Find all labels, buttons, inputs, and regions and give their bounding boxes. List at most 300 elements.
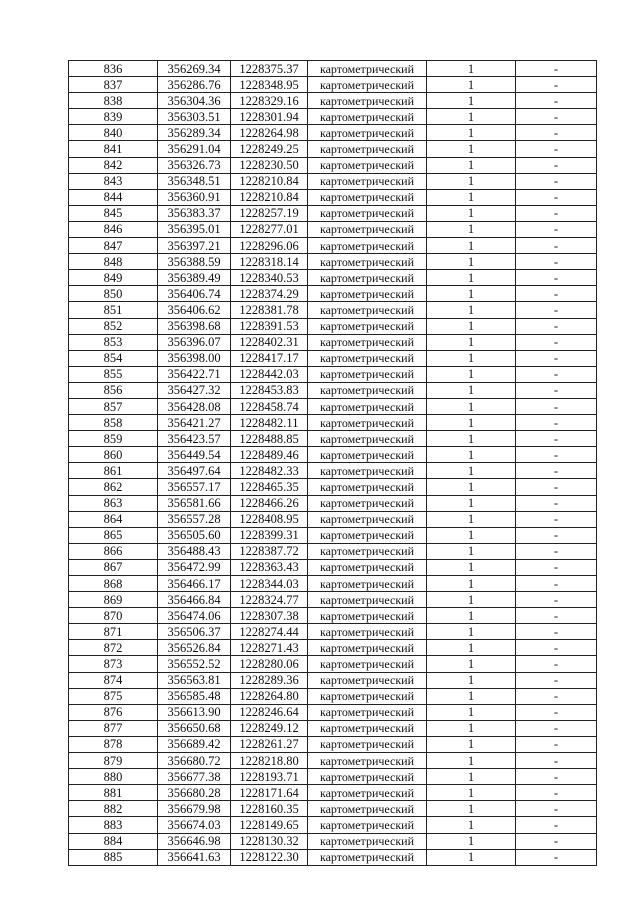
- point-number-cell: 868: [69, 576, 158, 592]
- point-number-cell: 876: [69, 704, 158, 720]
- y-coordinate-cell: 1228408.95: [231, 511, 308, 527]
- method-cell: картометрический: [308, 254, 427, 270]
- table-row: [69, 463, 597, 479]
- x-coordinate-cell: 356383.37: [158, 205, 231, 221]
- table-row: [69, 592, 597, 608]
- method-cell: картометрический: [308, 270, 427, 286]
- precision-cell: 1: [427, 109, 516, 125]
- description-cell: -: [516, 801, 597, 817]
- method-cell: картометрический: [308, 173, 427, 189]
- description-cell: -: [516, 817, 597, 833]
- point-number-cell: 862: [69, 479, 158, 495]
- precision-cell: 1: [427, 302, 516, 318]
- precision-cell: 1: [427, 61, 516, 77]
- precision-cell: 1: [427, 238, 516, 254]
- description-cell: -: [516, 189, 597, 205]
- method-cell: картометрический: [308, 849, 427, 865]
- precision-cell: 1: [427, 704, 516, 720]
- y-coordinate-cell: 1228210.84: [231, 189, 308, 205]
- y-coordinate-cell: 1228307.38: [231, 608, 308, 624]
- precision-cell: 1: [427, 350, 516, 366]
- description-cell: -: [516, 736, 597, 752]
- y-coordinate-cell: 1228160.35: [231, 801, 308, 817]
- description-cell: -: [516, 527, 597, 543]
- point-number-cell: 863: [69, 495, 158, 511]
- precision-cell: 1: [427, 624, 516, 640]
- y-coordinate-cell: 1228264.98: [231, 125, 308, 141]
- point-number-cell: 877: [69, 720, 158, 736]
- table-row: [69, 302, 597, 318]
- precision-cell: 1: [427, 189, 516, 205]
- y-coordinate-cell: 1228417.17: [231, 350, 308, 366]
- description-cell: -: [516, 640, 597, 656]
- x-coordinate-cell: 356428.08: [158, 398, 231, 414]
- description-cell: -: [516, 785, 597, 801]
- coordinates-table-body: [69, 61, 597, 866]
- method-cell: картометрический: [308, 608, 427, 624]
- table-row: [69, 61, 597, 77]
- method-cell: картометрический: [308, 559, 427, 575]
- method-cell: картометрический: [308, 93, 427, 109]
- table-row: [69, 608, 597, 624]
- y-coordinate-cell: 1228442.03: [231, 366, 308, 382]
- method-cell: картометрический: [308, 350, 427, 366]
- point-number-cell: 867: [69, 559, 158, 575]
- x-coordinate-cell: 356395.01: [158, 221, 231, 237]
- method-cell: картометрический: [308, 77, 427, 93]
- method-cell: картометрический: [308, 382, 427, 398]
- description-cell: -: [516, 302, 597, 318]
- description-cell: -: [516, 576, 597, 592]
- table-row: [69, 736, 597, 752]
- table-row: [69, 833, 597, 849]
- description-cell: -: [516, 141, 597, 157]
- precision-cell: 1: [427, 833, 516, 849]
- point-number-cell: 869: [69, 592, 158, 608]
- y-coordinate-cell: 1228348.95: [231, 77, 308, 93]
- y-coordinate-cell: 1228374.29: [231, 286, 308, 302]
- table-row: [69, 527, 597, 543]
- y-coordinate-cell: 1228391.53: [231, 318, 308, 334]
- table-row: [69, 238, 597, 254]
- x-coordinate-cell: 356557.28: [158, 511, 231, 527]
- description-cell: -: [516, 656, 597, 672]
- x-coordinate-cell: 356398.00: [158, 350, 231, 366]
- method-cell: картометрический: [308, 576, 427, 592]
- x-coordinate-cell: 356674.03: [158, 817, 231, 833]
- point-number-cell: 847: [69, 238, 158, 254]
- point-number-cell: 849: [69, 270, 158, 286]
- y-coordinate-cell: 1228249.12: [231, 720, 308, 736]
- x-coordinate-cell: 356422.71: [158, 366, 231, 382]
- y-coordinate-cell: 1228363.43: [231, 559, 308, 575]
- table-row: [69, 286, 597, 302]
- description-cell: -: [516, 318, 597, 334]
- method-cell: картометрический: [308, 543, 427, 559]
- precision-cell: 1: [427, 93, 516, 109]
- description-cell: -: [516, 688, 597, 704]
- x-coordinate-cell: 356526.84: [158, 640, 231, 656]
- method-cell: картометрический: [308, 720, 427, 736]
- table-row: [69, 398, 597, 414]
- method-cell: картометрический: [308, 415, 427, 431]
- method-cell: картометрический: [308, 833, 427, 849]
- y-coordinate-cell: 1228482.11: [231, 415, 308, 431]
- description-cell: -: [516, 238, 597, 254]
- description-cell: -: [516, 495, 597, 511]
- x-coordinate-cell: 356286.76: [158, 77, 231, 93]
- table-row: [69, 270, 597, 286]
- method-cell: картометрический: [308, 479, 427, 495]
- x-coordinate-cell: 356466.17: [158, 576, 231, 592]
- description-cell: -: [516, 543, 597, 559]
- method-cell: картометрический: [308, 109, 427, 125]
- point-number-cell: 837: [69, 77, 158, 93]
- precision-cell: 1: [427, 463, 516, 479]
- point-number-cell: 866: [69, 543, 158, 559]
- method-cell: картометрический: [308, 495, 427, 511]
- y-coordinate-cell: 1228218.80: [231, 753, 308, 769]
- x-coordinate-cell: 356505.60: [158, 527, 231, 543]
- point-number-cell: 872: [69, 640, 158, 656]
- description-cell: -: [516, 431, 597, 447]
- precision-cell: 1: [427, 125, 516, 141]
- x-coordinate-cell: 356472.99: [158, 559, 231, 575]
- method-cell: картометрический: [308, 238, 427, 254]
- table-row: [69, 624, 597, 640]
- description-cell: -: [516, 833, 597, 849]
- table-row: [69, 77, 597, 93]
- y-coordinate-cell: 1228261.27: [231, 736, 308, 752]
- y-coordinate-cell: 1228375.37: [231, 61, 308, 77]
- precision-cell: 1: [427, 415, 516, 431]
- description-cell: -: [516, 753, 597, 769]
- description-cell: -: [516, 205, 597, 221]
- point-number-cell: 850: [69, 286, 158, 302]
- point-number-cell: 841: [69, 141, 158, 157]
- precision-cell: 1: [427, 366, 516, 382]
- description-cell: -: [516, 382, 597, 398]
- description-cell: -: [516, 254, 597, 270]
- method-cell: картометрический: [308, 704, 427, 720]
- table-row: [69, 769, 597, 785]
- description-cell: -: [516, 398, 597, 414]
- x-coordinate-cell: 356406.74: [158, 286, 231, 302]
- y-coordinate-cell: 1228289.36: [231, 672, 308, 688]
- y-coordinate-cell: 1228324.77: [231, 592, 308, 608]
- x-coordinate-cell: 356581.66: [158, 495, 231, 511]
- precision-cell: 1: [427, 753, 516, 769]
- table-row: [69, 817, 597, 833]
- method-cell: картометрический: [308, 672, 427, 688]
- x-coordinate-cell: 356563.81: [158, 672, 231, 688]
- precision-cell: 1: [427, 431, 516, 447]
- table-row: [69, 704, 597, 720]
- table-row: [69, 720, 597, 736]
- description-cell: -: [516, 720, 597, 736]
- point-number-cell: 861: [69, 463, 158, 479]
- y-coordinate-cell: 1228458.74: [231, 398, 308, 414]
- x-coordinate-cell: 356398.68: [158, 318, 231, 334]
- point-number-cell: 851: [69, 302, 158, 318]
- point-number-cell: 836: [69, 61, 158, 77]
- description-cell: -: [516, 366, 597, 382]
- y-coordinate-cell: 1228246.64: [231, 704, 308, 720]
- description-cell: -: [516, 173, 597, 189]
- x-coordinate-cell: 356679.98: [158, 801, 231, 817]
- y-coordinate-cell: 1228488.85: [231, 431, 308, 447]
- method-cell: картометрический: [308, 785, 427, 801]
- point-number-cell: 885: [69, 849, 158, 865]
- x-coordinate-cell: 356466.84: [158, 592, 231, 608]
- description-cell: -: [516, 672, 597, 688]
- description-cell: -: [516, 624, 597, 640]
- precision-cell: 1: [427, 640, 516, 656]
- y-coordinate-cell: 1228130.32: [231, 833, 308, 849]
- y-coordinate-cell: 1228122.30: [231, 849, 308, 865]
- method-cell: картометрический: [308, 61, 427, 77]
- point-number-cell: 883: [69, 817, 158, 833]
- point-number-cell: 882: [69, 801, 158, 817]
- method-cell: картометрический: [308, 527, 427, 543]
- method-cell: картометрический: [308, 592, 427, 608]
- precision-cell: 1: [427, 398, 516, 414]
- y-coordinate-cell: 1228210.84: [231, 173, 308, 189]
- point-number-cell: 857: [69, 398, 158, 414]
- method-cell: картометрический: [308, 447, 427, 463]
- y-coordinate-cell: 1228230.50: [231, 157, 308, 173]
- description-cell: -: [516, 109, 597, 125]
- precision-cell: 1: [427, 382, 516, 398]
- y-coordinate-cell: 1228329.16: [231, 93, 308, 109]
- x-coordinate-cell: 356421.27: [158, 415, 231, 431]
- y-coordinate-cell: 1228453.83: [231, 382, 308, 398]
- point-number-cell: 852: [69, 318, 158, 334]
- precision-cell: 1: [427, 576, 516, 592]
- precision-cell: 1: [427, 495, 516, 511]
- x-coordinate-cell: 356689.42: [158, 736, 231, 752]
- description-cell: -: [516, 157, 597, 173]
- y-coordinate-cell: 1228257.19: [231, 205, 308, 221]
- method-cell: картометрический: [308, 286, 427, 302]
- precision-cell: 1: [427, 205, 516, 221]
- x-coordinate-cell: 356396.07: [158, 334, 231, 350]
- x-coordinate-cell: 356360.91: [158, 189, 231, 205]
- x-coordinate-cell: 356641.63: [158, 849, 231, 865]
- y-coordinate-cell: 1228280.06: [231, 656, 308, 672]
- description-cell: -: [516, 447, 597, 463]
- x-coordinate-cell: 356269.34: [158, 61, 231, 77]
- description-cell: -: [516, 559, 597, 575]
- method-cell: картометрический: [308, 753, 427, 769]
- y-coordinate-cell: 1228344.03: [231, 576, 308, 592]
- method-cell: картометрический: [308, 640, 427, 656]
- table-row: [69, 688, 597, 704]
- point-number-cell: 838: [69, 93, 158, 109]
- x-coordinate-cell: 356449.54: [158, 447, 231, 463]
- table-row: [69, 447, 597, 463]
- point-number-cell: 879: [69, 753, 158, 769]
- y-coordinate-cell: 1228264.80: [231, 688, 308, 704]
- x-coordinate-cell: 356423.57: [158, 431, 231, 447]
- point-number-cell: 875: [69, 688, 158, 704]
- table-row: [69, 495, 597, 511]
- precision-cell: 1: [427, 334, 516, 350]
- coordinates-table: [68, 60, 597, 866]
- precision-cell: 1: [427, 688, 516, 704]
- y-coordinate-cell: 1228466.26: [231, 495, 308, 511]
- y-coordinate-cell: 1228482.33: [231, 463, 308, 479]
- method-cell: картометрический: [308, 366, 427, 382]
- table-row: [69, 125, 597, 141]
- x-coordinate-cell: 356613.90: [158, 704, 231, 720]
- table-row: [69, 785, 597, 801]
- table-row: [69, 318, 597, 334]
- x-coordinate-cell: 356506.37: [158, 624, 231, 640]
- description-cell: -: [516, 415, 597, 431]
- point-number-cell: 881: [69, 785, 158, 801]
- method-cell: картометрический: [308, 511, 427, 527]
- x-coordinate-cell: 356646.98: [158, 833, 231, 849]
- method-cell: картометрический: [308, 463, 427, 479]
- precision-cell: 1: [427, 173, 516, 189]
- x-coordinate-cell: 356397.21: [158, 238, 231, 254]
- precision-cell: 1: [427, 801, 516, 817]
- y-coordinate-cell: 1228318.14: [231, 254, 308, 270]
- precision-cell: 1: [427, 141, 516, 157]
- point-number-cell: 840: [69, 125, 158, 141]
- point-number-cell: 873: [69, 656, 158, 672]
- table-row: [69, 576, 597, 592]
- y-coordinate-cell: 1228301.94: [231, 109, 308, 125]
- precision-cell: 1: [427, 511, 516, 527]
- y-coordinate-cell: 1228296.06: [231, 238, 308, 254]
- table-row: [69, 511, 597, 527]
- precision-cell: 1: [427, 543, 516, 559]
- y-coordinate-cell: 1228274.44: [231, 624, 308, 640]
- precision-cell: 1: [427, 270, 516, 286]
- precision-cell: 1: [427, 849, 516, 865]
- y-coordinate-cell: 1228171.64: [231, 785, 308, 801]
- precision-cell: 1: [427, 221, 516, 237]
- point-number-cell: 854: [69, 350, 158, 366]
- table-row: [69, 350, 597, 366]
- table-row: [69, 254, 597, 270]
- method-cell: картометрический: [308, 221, 427, 237]
- y-coordinate-cell: 1228149.65: [231, 817, 308, 833]
- description-cell: -: [516, 125, 597, 141]
- description-cell: -: [516, 704, 597, 720]
- point-number-cell: 855: [69, 366, 158, 382]
- x-coordinate-cell: 356388.59: [158, 254, 231, 270]
- x-coordinate-cell: 356427.32: [158, 382, 231, 398]
- y-coordinate-cell: 1228399.31: [231, 527, 308, 543]
- table-row: [69, 656, 597, 672]
- table-row: [69, 157, 597, 173]
- table-row: [69, 479, 597, 495]
- y-coordinate-cell: 1228387.72: [231, 543, 308, 559]
- point-number-cell: 865: [69, 527, 158, 543]
- point-number-cell: 884: [69, 833, 158, 849]
- y-coordinate-cell: 1228381.78: [231, 302, 308, 318]
- description-cell: -: [516, 93, 597, 109]
- x-coordinate-cell: 356680.28: [158, 785, 231, 801]
- precision-cell: 1: [427, 817, 516, 833]
- table-row: [69, 141, 597, 157]
- description-cell: -: [516, 221, 597, 237]
- method-cell: картометрический: [308, 141, 427, 157]
- x-coordinate-cell: 356389.49: [158, 270, 231, 286]
- description-cell: -: [516, 511, 597, 527]
- x-coordinate-cell: 356677.38: [158, 769, 231, 785]
- description-cell: -: [516, 479, 597, 495]
- y-coordinate-cell: 1228465.35: [231, 479, 308, 495]
- point-number-cell: 839: [69, 109, 158, 125]
- method-cell: картометрический: [308, 769, 427, 785]
- x-coordinate-cell: 356650.68: [158, 720, 231, 736]
- y-coordinate-cell: 1228489.46: [231, 447, 308, 463]
- x-coordinate-cell: 356557.17: [158, 479, 231, 495]
- x-coordinate-cell: 356303.51: [158, 109, 231, 125]
- table-row: [69, 221, 597, 237]
- point-number-cell: 871: [69, 624, 158, 640]
- precision-cell: 1: [427, 769, 516, 785]
- table-row: [69, 640, 597, 656]
- table-row: [69, 801, 597, 817]
- x-coordinate-cell: 356406.62: [158, 302, 231, 318]
- method-cell: картометрический: [308, 302, 427, 318]
- point-number-cell: 843: [69, 173, 158, 189]
- method-cell: картометрический: [308, 398, 427, 414]
- description-cell: -: [516, 849, 597, 865]
- method-cell: картометрический: [308, 431, 427, 447]
- method-cell: картометрический: [308, 624, 427, 640]
- precision-cell: 1: [427, 318, 516, 334]
- method-cell: картометрический: [308, 656, 427, 672]
- method-cell: картометрический: [308, 801, 427, 817]
- description-cell: -: [516, 350, 597, 366]
- point-number-cell: 845: [69, 205, 158, 221]
- y-coordinate-cell: 1228193.71: [231, 769, 308, 785]
- method-cell: картометрический: [308, 205, 427, 221]
- point-number-cell: 848: [69, 254, 158, 270]
- table-row: [69, 672, 597, 688]
- precision-cell: 1: [427, 447, 516, 463]
- x-coordinate-cell: 356474.06: [158, 608, 231, 624]
- precision-cell: 1: [427, 286, 516, 302]
- table-row: [69, 753, 597, 769]
- point-number-cell: 874: [69, 672, 158, 688]
- point-number-cell: 860: [69, 447, 158, 463]
- x-coordinate-cell: 356304.36: [158, 93, 231, 109]
- method-cell: картометрический: [308, 688, 427, 704]
- method-cell: картометрический: [308, 817, 427, 833]
- method-cell: картометрический: [308, 157, 427, 173]
- method-cell: картометрический: [308, 334, 427, 350]
- x-coordinate-cell: 356488.43: [158, 543, 231, 559]
- point-number-cell: 844: [69, 189, 158, 205]
- table-row: [69, 93, 597, 109]
- x-coordinate-cell: 356291.04: [158, 141, 231, 157]
- y-coordinate-cell: 1228340.53: [231, 270, 308, 286]
- precision-cell: 1: [427, 157, 516, 173]
- table-row: [69, 189, 597, 205]
- precision-cell: 1: [427, 736, 516, 752]
- precision-cell: 1: [427, 559, 516, 575]
- point-number-cell: 858: [69, 415, 158, 431]
- y-coordinate-cell: 1228277.01: [231, 221, 308, 237]
- method-cell: картометрический: [308, 318, 427, 334]
